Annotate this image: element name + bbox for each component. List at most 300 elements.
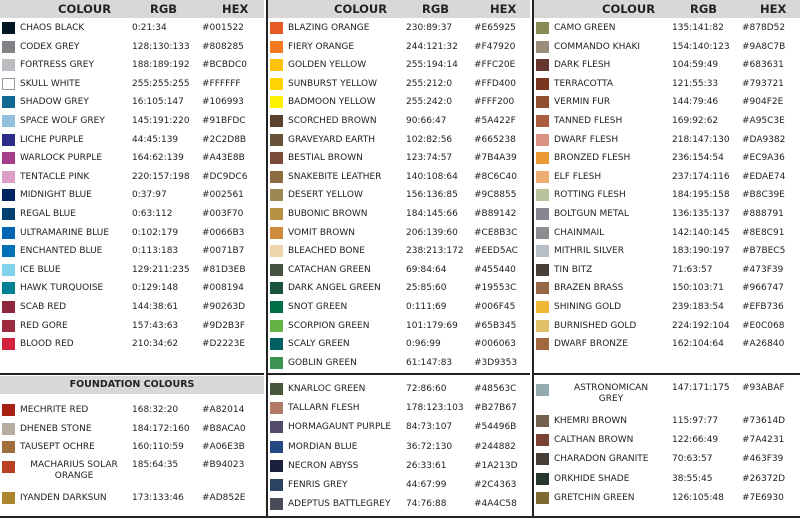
colour-row: [0, 401, 264, 420]
colour-hex: #455440: [474, 264, 516, 275]
colour-swatch: [270, 402, 283, 414]
colour-name: FORTRESS GREY: [20, 60, 94, 71]
colour-hex: #966747: [742, 283, 784, 294]
colour-hex: #DA9382: [742, 134, 786, 145]
column-left: [0, 0, 264, 518]
colour-name: [20, 460, 128, 482]
colour-hex: #EFB736: [742, 302, 784, 312]
colour-hex: #65B345: [474, 320, 517, 331]
colour-rgb: 44:67:99: [406, 480, 447, 490]
colour-rgb: 44:45:139: [132, 134, 179, 145]
colour-hex: #26372D: [742, 473, 786, 484]
colour-swatch: [536, 115, 549, 127]
colour-hex: #19553C: [474, 283, 517, 294]
colour-row: [534, 317, 800, 336]
colour-hex: #7B4A39: [474, 153, 517, 164]
colour-swatch: [270, 59, 283, 71]
colour-name: MORDIAN BLUE: [288, 441, 358, 452]
colour-row: [268, 399, 530, 418]
colour-name: SHINING GOLD: [554, 302, 622, 312]
colour-swatch: [2, 171, 15, 183]
colour-row: [268, 205, 530, 224]
colour-rgb: 0:129:148: [132, 283, 179, 294]
colour-name-line: MACHARIUS SOLAR: [30, 459, 118, 470]
colour-hex: #F47920: [474, 41, 516, 52]
colour-swatch: [270, 357, 283, 369]
colour-hex: #B8C39E: [742, 190, 785, 201]
colour-rgb: 38:55:45: [672, 473, 713, 484]
colour-hex: #9A8C7B: [742, 41, 786, 52]
colour-rgb: 168:32:20: [132, 405, 179, 415]
colour-swatch: [536, 227, 549, 239]
colour-rgb: 136:135:137: [672, 209, 730, 219]
colour-row: [0, 112, 264, 131]
colour-rgb: 70:63:57: [672, 454, 713, 465]
header-hex: HEX: [490, 2, 517, 16]
colour-name: DWARF FLESH: [554, 134, 619, 145]
colour-name: BESTIAL BROWN: [288, 153, 363, 164]
colour-row: [268, 242, 530, 261]
colour-swatch: [2, 41, 15, 53]
colour-row: [0, 93, 264, 112]
colour-row: [268, 38, 530, 57]
colour-row: [534, 298, 800, 317]
colour-rgb: 135:141:82: [672, 23, 724, 33]
colour-swatch: [2, 492, 15, 504]
colour-swatch: [536, 492, 549, 504]
colour-hex: #4A4C58: [474, 499, 517, 510]
colour-name: BRONZED FLESH: [554, 153, 631, 164]
colour-name: DWARF BRONZE: [554, 339, 628, 350]
colour-swatch: [2, 282, 15, 294]
colour-swatch: [536, 208, 549, 220]
colour-hex: #8E8C91: [742, 227, 785, 238]
colour-name: DHENEB STONE: [20, 423, 92, 434]
colour-name: GOLDEN YELLOW: [288, 60, 367, 71]
colour-rgb: 150:103:71: [672, 283, 724, 294]
colour-hex: #808285: [202, 41, 244, 52]
colour-swatch: [536, 152, 549, 164]
column-header: [268, 0, 530, 18]
colour-hex: #B27B67: [474, 403, 517, 414]
colour-hex: #AD852E: [202, 492, 246, 503]
colour-hex: #2C2D8B: [202, 134, 247, 145]
colour-swatch: [536, 264, 549, 276]
colour-rgb: 69:84:64: [406, 264, 447, 275]
colour-hex: #A43E8B: [202, 153, 245, 164]
colour-hex: #FFD400: [474, 78, 517, 89]
foundation-colours-title: FOUNDATION COLOURS: [0, 376, 264, 394]
colour-row: [0, 168, 264, 187]
colour-row: [268, 75, 530, 94]
colour-name: CAMO GREEN: [554, 23, 616, 33]
colour-row: [534, 335, 800, 354]
header-colour: COLOUR: [334, 2, 388, 16]
colour-swatch: [2, 115, 15, 127]
colour-swatch: [270, 41, 283, 53]
colour-hex: #006F45: [474, 302, 516, 312]
colour-hex: #A26840: [742, 339, 785, 350]
colour-name: WARLOCK PURPLE: [20, 153, 103, 164]
colour-name: BLOOD RED: [20, 339, 74, 350]
colour-swatch: [2, 59, 15, 71]
colour-row: [268, 298, 530, 317]
header-rgb: RGB: [690, 2, 718, 16]
colour-swatch: [2, 338, 15, 350]
colour-name: ICE BLUE: [20, 264, 61, 275]
colour-row: [268, 354, 530, 373]
colour-hex: #FFF200: [474, 97, 515, 108]
colour-row: [268, 380, 530, 399]
colour-hex: #EDAE74: [742, 171, 786, 182]
colour-rgb: 147:171:175: [672, 383, 730, 393]
colour-swatch: [536, 453, 549, 465]
colour-hex: #8C6C40: [474, 171, 518, 182]
header-rgb: RGB: [422, 2, 450, 16]
colour-row: [268, 168, 530, 187]
colour-rgb: 255:194:14: [406, 60, 458, 71]
colour-name: BADMOON YELLOW: [288, 97, 376, 108]
colour-rgb: 129:211:235: [132, 264, 190, 275]
colour-name: HAWK TURQUOISE: [20, 283, 104, 294]
colour-row: [0, 279, 264, 298]
colour-name: IYANDEN DARKSUN: [20, 492, 107, 503]
colour-swatch: [2, 301, 15, 313]
colour-hex: #106993: [202, 97, 244, 108]
colour-rgb: 156:136:85: [406, 190, 458, 201]
colour-hex: #665238: [474, 134, 516, 145]
colour-rgb: 84:73:107: [406, 422, 453, 433]
colour-hex: #888791: [742, 209, 784, 219]
colour-row: [268, 418, 530, 437]
colour-name: SHADOW GREY: [20, 97, 89, 108]
colour-rgb: 144:79:46: [672, 97, 719, 108]
colour-swatch: [2, 96, 15, 108]
colour-hex: #7E6930: [742, 492, 784, 503]
colour-name: TERRACOTTA: [554, 78, 613, 89]
colour-name: REGAL BLUE: [20, 209, 76, 219]
colour-name-line: ASTRONOMICAN: [573, 383, 649, 393]
colour-hex: #002561: [202, 190, 244, 201]
colour-rgb: 145:191:220: [132, 116, 190, 126]
colour-swatch: [2, 152, 15, 164]
colour-hex: #D2223E: [202, 339, 246, 350]
colour-row: [534, 431, 800, 450]
colour-name: KNARLOC GREEN: [288, 384, 366, 394]
colour-name: SNOT GREEN: [288, 302, 348, 312]
colour-rgb: 101:179:69: [406, 320, 458, 331]
colour-name: TAUSEPT OCHRE: [20, 442, 95, 453]
colour-swatch: [536, 41, 549, 53]
colour-hex: #9C8855: [474, 190, 517, 201]
colour-row: [534, 205, 800, 224]
colour-name: VERMIN FUR: [554, 97, 611, 108]
colour-hex: #003F70: [202, 209, 244, 219]
colour-swatch: [536, 434, 549, 446]
colour-hex: #0071B7: [202, 246, 245, 257]
colour-rgb: 169:92:62: [672, 116, 719, 126]
colour-name: SPACE WOLF GREY: [20, 116, 105, 126]
colour-row: [534, 489, 800, 508]
colour-row: [534, 112, 800, 131]
colour-hex: #CE8B3C: [474, 227, 518, 238]
colour-rgb: 126:105:48: [672, 492, 724, 503]
colour-row: [0, 298, 264, 317]
colour-name: GOBLIN GREEN: [288, 357, 357, 368]
colour-hex: #E0C068: [742, 320, 785, 331]
colour-name: TENTACLE PINK: [20, 171, 90, 182]
colour-row: [268, 186, 530, 205]
colour-hex: #2C4363: [474, 480, 517, 490]
colour-name: DESERT YELLOW: [288, 190, 363, 201]
colour-hex: #EC9A36: [742, 153, 785, 164]
colour-row: [268, 149, 530, 168]
colour-row: [0, 242, 264, 261]
colour-name: MECHRITE RED: [20, 405, 89, 415]
colour-rgb: 115:97:77: [672, 416, 719, 426]
colour-hex: #DC9DC6: [202, 171, 248, 182]
colour-name: MIDNIGHT BLUE: [20, 190, 92, 201]
colour-name: RED GORE: [20, 320, 68, 331]
colour-rgb: 142:140:145: [672, 227, 730, 238]
colour-row: [534, 279, 800, 298]
colour-row: [0, 149, 264, 168]
colour-rgb: 0:96:99: [406, 339, 441, 350]
colour-swatch: [270, 78, 283, 90]
header-rgb: RGB: [150, 2, 178, 16]
colour-name: NECRON ABYSS: [288, 460, 359, 471]
colour-swatch: [536, 134, 549, 146]
colour-name: SNAKEBITE LEATHER: [288, 171, 382, 182]
colour-hex: #001522: [202, 23, 244, 33]
colour-row: [534, 93, 800, 112]
colour-row: [534, 168, 800, 187]
colour-swatch: [270, 134, 283, 146]
colour-name: SUNBURST YELLOW: [288, 78, 377, 89]
colour-swatch: [2, 320, 15, 332]
colour-rgb: 25:85:60: [406, 283, 447, 294]
colour-rgb: 102:82:56: [406, 134, 453, 145]
colour-hex: #FFFFFF: [202, 78, 241, 89]
colour-hex: #3D9353: [474, 357, 518, 368]
colour-row: [268, 93, 530, 112]
colour-name: SCALY GREEN: [288, 339, 350, 350]
colour-hex: #473F39: [742, 264, 784, 275]
colour-row: [268, 495, 530, 514]
colour-name: GRAVEYARD EARTH: [288, 134, 375, 145]
colour-swatch: [270, 245, 283, 257]
colour-row: [0, 420, 264, 439]
colour-row: [268, 476, 530, 495]
colour-swatch: [270, 441, 283, 453]
colour-row: [534, 380, 800, 410]
colour-row: [0, 38, 264, 57]
colour-row: [534, 56, 800, 75]
colour-swatch: [2, 227, 15, 239]
colour-rgb: 71:63:57: [672, 264, 713, 275]
colour-rgb: 238:213:172: [406, 246, 464, 257]
section-divider: [268, 373, 530, 375]
colour-swatch: [536, 96, 549, 108]
colour-rgb: 122:66:49: [672, 435, 719, 446]
colour-rgb: 140:108:64: [406, 171, 458, 182]
colour-swatch: [270, 383, 283, 395]
colour-rgb: 123:74:57: [406, 153, 453, 164]
colour-row: [0, 224, 264, 243]
colour-row: [534, 224, 800, 243]
column-header: [534, 0, 800, 18]
colour-hex: #1A213D: [474, 460, 518, 471]
colour-swatch: [2, 134, 15, 146]
column-header: [0, 0, 264, 18]
colour-row: [0, 75, 264, 94]
colour-row: [268, 438, 530, 457]
colour-name: CHAINMAIL: [554, 227, 605, 238]
colour-name: ORKHIDE SHADE: [554, 473, 630, 484]
colour-swatch: [270, 498, 283, 510]
colour-row: [0, 186, 264, 205]
colour-swatch: [2, 78, 15, 90]
colour-rgb: 236:154:54: [672, 153, 724, 164]
colour-row: [0, 205, 264, 224]
colour-rgb: 184:145:66: [406, 209, 458, 219]
colour-hex: #81D3EB: [202, 264, 246, 275]
colour-swatch: [270, 22, 283, 34]
colour-hex: #0066B3: [202, 227, 245, 238]
colour-hex: #B8ACA0: [202, 423, 246, 434]
colour-rgb: 0:37:97: [132, 190, 167, 201]
colour-name: LICHE PURPLE: [20, 134, 84, 145]
colour-swatch: [270, 479, 283, 491]
colour-name: CODEX GREY: [20, 41, 80, 52]
colour-hex: #E65925: [474, 23, 516, 33]
colour-swatch: [2, 189, 15, 201]
colour-swatch: [536, 22, 549, 34]
colour-row: [268, 279, 530, 298]
section-divider: [534, 373, 800, 375]
colour-rgb: 121:55:33: [672, 78, 719, 89]
colour-hex: #006063: [474, 339, 516, 350]
colour-hex: #BCBDC0: [202, 60, 247, 71]
colour-hex: #B7BEC5: [742, 246, 786, 257]
colour-swatch: [536, 473, 549, 485]
header-hex: HEX: [222, 2, 249, 16]
colour-row: [268, 317, 530, 336]
colour-hex: #5A422F: [474, 116, 516, 126]
colour-rgb: 239:183:54: [672, 302, 724, 312]
colour-rgb: 185:64:35: [132, 459, 179, 470]
colour-swatch: [270, 171, 283, 183]
colour-name: TALLARN FLESH: [288, 403, 360, 414]
colour-swatch: [536, 301, 549, 313]
colour-name: BOLTGUN METAL: [554, 209, 629, 219]
colour-row: [268, 261, 530, 280]
colour-rgb: 173:133:46: [132, 492, 184, 503]
colour-row: [0, 457, 264, 487]
colour-swatch: [270, 460, 283, 472]
colour-swatch: [270, 264, 283, 276]
colour-rgb: 36:72:130: [406, 441, 453, 452]
colour-hex: #7A4231: [742, 435, 785, 446]
colour-row: [268, 56, 530, 75]
colour-rgb: 210:34:62: [132, 339, 179, 350]
colour-rgb: 164:62:139: [132, 153, 184, 164]
colour-hex: #B89142: [474, 209, 517, 219]
colour-hex: #91BFDC: [202, 116, 246, 126]
colour-row: [534, 412, 800, 431]
colour-rgb: 0:111:69: [406, 302, 447, 312]
colour-rgb: 72:86:60: [406, 384, 447, 394]
colour-row: [534, 19, 800, 38]
colour-hex: #FFC20E: [474, 60, 516, 71]
colour-row: [0, 261, 264, 280]
colour-rgb: 237:174:116: [672, 171, 730, 182]
colour-rgb: 157:43:63: [132, 320, 179, 331]
colour-row: [534, 450, 800, 469]
colour-hex: #878D52: [742, 23, 786, 33]
colour-row: [0, 19, 264, 38]
colour-hex: #B94023: [202, 459, 245, 470]
colour-name: SCORCHED BROWN: [288, 116, 377, 126]
colour-hex: #EED5AC: [474, 246, 518, 257]
colour-name: KHEMRI BROWN: [554, 416, 628, 426]
header-hex: HEX: [760, 2, 787, 16]
colour-rgb: 255:212:0: [406, 78, 453, 89]
header-colour: COLOUR: [58, 2, 112, 16]
colour-swatch: [536, 320, 549, 332]
colour-swatch: [2, 22, 15, 34]
colour-hex: #904F2E: [742, 97, 784, 108]
colour-name: DARK FLESH: [554, 60, 611, 71]
colour-rgb: 244:121:32: [406, 41, 458, 52]
colour-rgb: 188:189:192: [132, 60, 190, 71]
colour-rgb: 154:140:123: [672, 41, 730, 52]
colour-row: [268, 112, 530, 131]
colour-hex: #73614D: [742, 416, 786, 426]
colour-swatch: [270, 96, 283, 108]
colour-swatch: [2, 404, 15, 416]
colour-row: [0, 438, 264, 457]
colour-rgb: 218:147:130: [672, 134, 730, 145]
colour-name: CHARADON GRANITE: [554, 454, 649, 465]
colour-rgb: 0:63:112: [132, 209, 173, 219]
header-colour: COLOUR: [602, 2, 656, 16]
colour-rgb: 255:255:255: [132, 78, 190, 89]
colour-hex: #244882: [474, 441, 516, 452]
colour-name: GRETCHIN GREEN: [554, 492, 635, 503]
colour-name-line: GREY: [598, 394, 624, 404]
colour-name: HORMAGAUNT PURPLE: [288, 422, 392, 433]
colour-row: [0, 56, 264, 75]
colour-row: [534, 75, 800, 94]
colour-rgb: 184:195:158: [672, 190, 730, 201]
colour-rgb: 220:157:198: [132, 171, 190, 182]
colour-row: [534, 149, 800, 168]
colour-swatch: [270, 421, 283, 433]
section-divider: [0, 373, 264, 375]
colour-rgb: 184:172:160: [132, 423, 190, 434]
colour-name: ULTRAMARINE BLUE: [20, 227, 110, 238]
colour-row: [268, 457, 530, 476]
colour-name: SCAB RED: [20, 302, 67, 312]
colour-rgb: 0:102:179: [132, 227, 179, 238]
colour-row: [0, 335, 264, 354]
colour-swatch: [536, 59, 549, 71]
colour-row: [0, 131, 264, 150]
colour-name: CALTHAN BROWN: [554, 435, 634, 446]
colour-swatch: [536, 384, 549, 396]
colour-swatch: [270, 189, 283, 201]
